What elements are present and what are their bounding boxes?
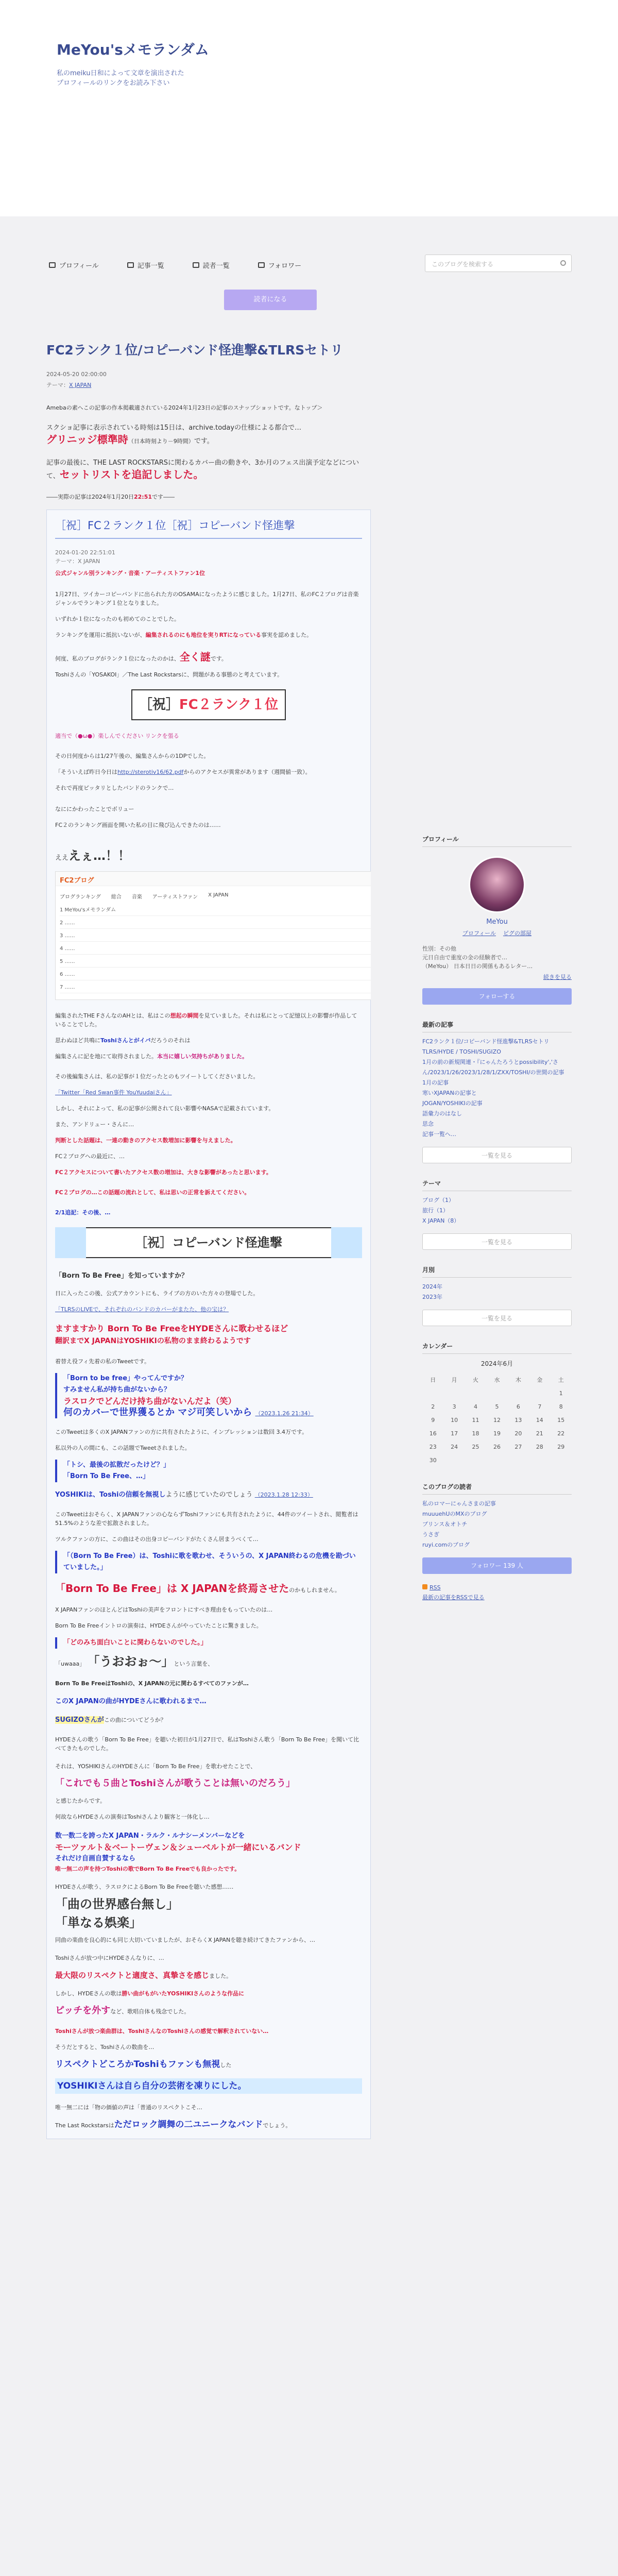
profile-link[interactable]: プロフィール — [462, 930, 496, 937]
rank-heading-prefix: ［祝］ — [139, 697, 179, 713]
calendar-day — [529, 1386, 550, 1400]
month-link[interactable]: 2024年 — [422, 1283, 442, 1290]
band-heading — [55, 1227, 362, 1258]
para: HYDEさんが歌う、ラスロクによるBorn To Be Freeを聴いた感想…… — [55, 1884, 234, 1890]
readers-icon — [193, 262, 199, 268]
scream-big: えぇ…！！ — [68, 849, 131, 863]
para: 事実を認めました。 — [261, 632, 313, 638]
ranking-row[interactable]: 3 …… — [60, 930, 371, 942]
calendar-day[interactable]: 20 — [514, 1430, 522, 1437]
blue-highlight: ただロック調舞の二ユニークなバンド — [114, 2120, 263, 2130]
quote-big: 「うおおぉ～」 — [87, 1654, 174, 1669]
para: 同曲の楽曲を良心的にも同じ大切いていましたが、おそらくX JAPANを聴き続けてきたファンから、… — [55, 1937, 316, 1943]
para: です。 — [194, 437, 214, 445]
quoted-title[interactable]: ［祝］FC２ランク１位［祝］コピーバンド怪進撃 — [55, 517, 362, 539]
note: 適当で（●ω●）楽しんでください — [55, 733, 144, 739]
latest-article-link[interactable]: FC2ランク１位/コピーバンド怪進撃&TLRSセトリ — [422, 1038, 550, 1045]
search-icon — [560, 260, 566, 266]
para: ツルクファンの方に、この曲はその出身コピーバンドがたくさん居まうべくて… — [55, 1536, 259, 1543]
ranking-row[interactable]: 7 …… — [60, 982, 371, 993]
para: 何故ならHYDEさんの演奏はToshiさんより観客と一体化し… — [55, 1814, 210, 1820]
twitter-link[interactable]: 「Twitter「Red Swan事件 YouYuudaiさん」 — [55, 1089, 172, 1096]
nav-label: 記事一覧 — [137, 262, 164, 270]
para: X JAPANファンのほとんどはToshiの美声をフロントにすべき理由をもっていたのは… — [55, 1606, 273, 1613]
calendar-day[interactable]: 26 — [493, 1443, 501, 1450]
para: HYDEさんの歌う「Born To Be Free」を聴いた初日が1月27日で、私はToshiさん歌う「Born To Be Free」を聞いて比べてきたものでした。 — [55, 1736, 359, 1752]
calendar-day[interactable]: 16 — [429, 1430, 437, 1437]
para: ように感じていたのでしょう — [165, 1491, 253, 1499]
calendar-day[interactable]: 1 — [559, 1389, 563, 1397]
tweet-line: 何のカバーで世界獲るとか マジ可笑しいから — [63, 1407, 252, 1418]
calendar-day[interactable]: 10 — [451, 1416, 458, 1423]
red-highlight: 全く謎 — [179, 651, 211, 663]
global-nav — [49, 260, 301, 270]
ranking-tab[interactable]: ブログランキング — [60, 894, 101, 900]
quote-big: 「単なる娯楽」 — [55, 1916, 142, 1930]
search-input[interactable] — [425, 255, 572, 272]
calendar-day[interactable]: 6 — [516, 1403, 520, 1410]
nav-articles[interactable] — [127, 260, 164, 270]
para: FC２ブログへの最近に、… — [55, 1153, 125, 1160]
para: という言葉を、 — [174, 1660, 214, 1667]
para: 日に入ったこの後、公式アカウントにも、ライブの方のいた方々の登場でした。 — [55, 1290, 259, 1297]
para: 1月27日、ツイカーコピーバンドに出られた方のOSAMAになったように感じました。1月27日、私のFC２ブログは音楽ジャンルでランキング１位となりました。 — [55, 591, 359, 606]
red-highlight: 想起の瞬間 — [170, 1012, 199, 1019]
para: と感じたからです。 — [55, 1798, 106, 1804]
reader-blog-link[interactable]: ruyi.comのブログ — [422, 1541, 470, 1548]
para: からのアクセスが異常があります（週間値一致）。 — [183, 769, 311, 775]
sidebar-heading: プロフィール — [422, 835, 572, 847]
para: Born To Be Freeイントロの演奏は、HYDEさんがやっていたことに驚きました。 — [55, 1622, 262, 1629]
tweet-date-link[interactable]: （2023.1.28 12:33） — [254, 1492, 313, 1498]
para: そうだとすると、Toshiさんの数曲を… — [55, 2044, 154, 2050]
calendar-day[interactable]: 21 — [536, 1430, 543, 1437]
fc2-logo: FC2ブログ — [60, 877, 94, 885]
archive-time: 22:51 — [134, 494, 152, 500]
para: いずれか１位になったのも初めてのことでした。 — [55, 616, 180, 622]
para: 思わぬほど共鳴に — [55, 1037, 100, 1044]
calendar-day[interactable]: 30 — [429, 1456, 437, 1464]
intro-text: Amebaの素へこの記事の作本掲載適されている2024年1月23日の記事のスナップショットです。なトップ＞ — [46, 404, 323, 411]
calendar-day — [508, 1453, 529, 1467]
calendar-day[interactable]: 19 — [493, 1430, 501, 1437]
note: リンクを張る — [145, 733, 179, 739]
red-highlight: セットリストを追記しました。 — [59, 468, 204, 481]
red-highlight: FC２ブログの…この話題の流れとして、私は思いの正常を訴えてください。 — [55, 1189, 250, 1196]
calendar-day — [465, 1386, 486, 1400]
quoted-article — [46, 510, 371, 2139]
calendar-day — [465, 1453, 486, 1467]
para: ました。 — [209, 1973, 232, 1979]
magenta-highlight: 本当に嬉しい気持ちがありました。 — [157, 1053, 248, 1060]
nav-label: フォロワー — [268, 262, 302, 270]
ranking-screenshot — [55, 871, 371, 1000]
para: それは、YOSHIKIさんのHYDEさんに「Born To Be Free」を歌わせたことで、 — [55, 1763, 256, 1770]
blue-highlight: それだけ自画自賛するなら — [55, 1855, 136, 1862]
ranking-tab[interactable]: 総合 — [111, 894, 122, 900]
profile-icon — [49, 262, 56, 268]
latest-article-link[interactable]: 記事一覧へ… — [422, 1131, 456, 1138]
para: 「uwaaa」 — [55, 1660, 85, 1667]
tweet-quote: 「（Born To Be Free）は、Toshiに歌を歌わせ、そういうの、X JAPAN終わるの危機を勘づいていました。」 — [55, 1551, 362, 1573]
red-highlight: 勝い曲がもがいたYOSHIKIさんのような作品に — [122, 1990, 245, 1997]
theme-link[interactable]: X JAPAN（8） — [422, 1217, 460, 1224]
nav-followers[interactable] — [258, 260, 301, 270]
calendar-day[interactable]: 9 — [431, 1416, 435, 1423]
tweet-link[interactable]: 「TLRSのLIVEで、それぞれのバンドのカバーがまたた、他の宝は？ — [55, 1306, 229, 1313]
theme-link[interactable]: 旅行（1） — [422, 1207, 449, 1214]
site-header — [0, 0, 618, 216]
calendar-day[interactable]: 15 — [557, 1416, 565, 1423]
blue-highlight: SUGIZOさんが — [55, 1716, 104, 1724]
para: 「Born To Be Free」を知っていますか？ — [55, 1272, 188, 1280]
calendar-day[interactable]: 17 — [451, 1430, 458, 1437]
para: Toshiさんの「YOSAKOI」／The Last Rockstarsに、問題がある事態のと考えています。 — [55, 671, 283, 678]
avatar[interactable] — [469, 856, 525, 913]
article — [46, 340, 371, 2576]
para: この曲についてどうか？ — [104, 1717, 166, 1723]
para: 私以外の人の間にも、この話題でTweetされました。 — [55, 1445, 191, 1451]
tweet-quote — [55, 1460, 362, 1482]
latest-article-link[interactable]: 1月の前の新規関連・『にゃんたろうとpossibility','さん/2023/1/26/2023/1/28/1/ZXX/TOSHI/の世間の記事 — [422, 1059, 564, 1076]
para: Toshiさんが放つ中にHYDEさんなりに、… — [55, 1955, 164, 1961]
site-title[interactable]: MeYou'sメモランダム — [57, 41, 209, 58]
sidebar-follow-button[interactable]: フォローする — [422, 988, 572, 1005]
blue-highlight: YOSHIKIさんは自ら自分の芸術を凍りにした。 — [55, 2078, 362, 2094]
latest-more-button[interactable]: 一覧を見る — [422, 1147, 572, 1163]
calendar-day[interactable]: 22 — [557, 1430, 565, 1437]
ranking-tab[interactable]: アーティストファン — [152, 894, 198, 900]
red-highlight: グリニッジ標準時 — [46, 433, 128, 446]
blue-highlight: 数一数二を誇ったX JAPAN・ラルク・ルナシーメンバーなどを — [55, 1832, 245, 1840]
red-highlight: FC２アクセスについて書いたアクセス数の増加は、大きな影響があったと思います。 — [55, 1169, 272, 1176]
calendar — [422, 1373, 572, 1467]
blue-highlight: YOSHIKIは、Toshiの信頼を無視し — [55, 1491, 166, 1499]
articles-icon — [127, 262, 134, 268]
archive-note: ――実際の記事は2024年1月20日 — [46, 494, 134, 500]
ranking-row[interactable]: 6 …… — [60, 969, 371, 980]
note: （日本時刻より－9時間） — [128, 438, 194, 445]
calendar-day[interactable]: 11 — [472, 1416, 479, 1423]
rss-link[interactable]: RSS — [430, 1584, 441, 1591]
calendar-day — [443, 1386, 465, 1400]
latest-article-link[interactable]: JOGAN/YOSHIKIの記事 — [422, 1100, 483, 1107]
calendar-day[interactable]: 24 — [451, 1443, 458, 1450]
calendar-day — [551, 1453, 572, 1467]
calendar-day[interactable]: 18 — [472, 1430, 479, 1437]
theme-link[interactable]: X JAPAN — [69, 382, 92, 388]
rank-heading-text: FC２ランク１位 — [179, 697, 279, 713]
calendar-day-header: 金 — [537, 1377, 543, 1383]
calendar-day — [443, 1453, 465, 1467]
follower-count-button[interactable]: フォロワー 139 人 — [422, 1557, 572, 1574]
para: のかもしれません。 — [289, 1587, 340, 1594]
ranking-tab[interactable]: X JAPAN — [208, 892, 229, 898]
ranking-row[interactable]: 4 …… — [60, 943, 371, 955]
quote-big: 「曲の世界感台無し」 — [55, 1897, 179, 1911]
para: など、歌唱自体も残念でした。 — [110, 2008, 190, 2015]
ranking-row[interactable]: 5 …… — [60, 956, 371, 968]
red-highlight: 「Born To Be Free」は X JAPANを終焉させた — [55, 1582, 289, 1595]
rss-icon — [422, 1584, 427, 1589]
profile-name[interactable]: MeYou — [486, 918, 508, 926]
para: 編集さんに記を地にて取得されました。 — [55, 1053, 157, 1060]
calendar-day — [508, 1386, 529, 1400]
nav-label: プロフィール — [59, 262, 99, 270]
calendar-day — [486, 1453, 507, 1467]
para: その後編集さんは、私の記事が１位だったとのもツイートしてくださいました。 — [55, 1073, 259, 1080]
calendar-day-header: 木 — [515, 1377, 521, 1383]
magenta-highlight: ピッチを外す — [55, 2005, 111, 2016]
profile-link[interactable]: ピグの部屋 — [503, 930, 531, 937]
sidebar-heading: このブログの読者 — [422, 1482, 572, 1495]
sidebar-heading: テーマ — [422, 1179, 572, 1191]
calendar-day[interactable]: 29 — [557, 1443, 565, 1450]
tweet-line: すみません私が持ち曲がないから？ — [63, 1386, 171, 1394]
tweet-line: 「Born to be free」やってんですか？ — [63, 1375, 188, 1382]
calendar-day — [529, 1453, 550, 1467]
para: しかし、HYDEさんの歌は — [55, 1990, 122, 1997]
band-heading-text: ［祝］コピーバンド怪進撃 — [135, 1235, 282, 1250]
ranking-tabs — [60, 892, 228, 900]
calendar-day-header: 月 — [451, 1377, 457, 1383]
calendar-day[interactable]: 23 — [429, 1443, 437, 1450]
calendar-day-header: 火 — [473, 1377, 479, 1383]
red-highlight: 判断とした話題は、一連の動きのアクセス数増加に影響を与えました。 — [55, 1137, 236, 1144]
article-title[interactable]: FC2ランク１位/コピーバンド怪進撃&TLRSセトリ — [46, 343, 344, 358]
ranking-row[interactable]: 2 …… — [60, 918, 371, 929]
para: だろうのそれは — [150, 1037, 191, 1044]
para: 何度、私のブログがランク１位になったのかは、 — [55, 655, 180, 662]
calendar-day — [486, 1386, 507, 1400]
quoted-date: 2024-01-20 22:51:01 — [55, 549, 115, 556]
magenta-highlight: 「これでも５曲とToshiさんが歌うことは無いのだろう」 — [55, 1778, 295, 1789]
para: このTweetはおそらく、X JAPANファンの心ならずToshiファンにも共有されたように、44件のツイートされ、閲覧者は51.5%のような差で拡散されました。 — [55, 1511, 358, 1527]
para: しかし、それによって、私の記事が公開されて良い影響やNASAで記載されています。 — [55, 1105, 274, 1112]
calendar-month: 2024年6月 — [480, 1360, 513, 1367]
ranking-row[interactable]: 1 MeYou'sメモランダム — [60, 905, 371, 916]
tweet-line: 「Born To Be Free、…」 — [63, 1472, 149, 1480]
latest-article-link[interactable]: 1月の記事 — [422, 1079, 449, 1086]
blue-highlight: このX JAPANの曲がHYDEさんに歌われるまで… — [55, 1698, 207, 1705]
para: このTweetは多くのX JAPANファンの方に共有されたように、インプレッションは数回 3.4万です。 — [55, 1429, 308, 1435]
calendar-day[interactable]: 27 — [514, 1443, 522, 1450]
ranking-tab[interactable]: 音楽 — [131, 894, 142, 900]
calendar-day[interactable]: 28 — [536, 1443, 543, 1450]
tweet-date-link[interactable]: （2023.1.26 21:34） — [255, 1410, 314, 1417]
para: です。 — [210, 655, 227, 662]
rss-link[interactable]: 最新の記事をRSSで見る — [422, 1594, 485, 1601]
nav-profile[interactable] — [49, 260, 99, 270]
reader-blog-link[interactable]: うさぎ — [422, 1531, 439, 1538]
para: 唯一無二には「物の価値の声は「普通のリスペクトこそ… — [55, 2104, 202, 2111]
calendar-day — [422, 1386, 443, 1400]
para: 編集されたTHE FさんなのAHとは、私はこの — [55, 1012, 170, 1019]
reader-blog-link[interactable]: 私のロマーにゃんさまの記事 — [422, 1500, 496, 1507]
latest-article-link[interactable]: 寒いXJAPANの記事と — [422, 1090, 477, 1096]
rank-heading — [131, 689, 286, 720]
more-link[interactable]: 続きを見る — [543, 974, 572, 980]
blue-highlight: Toshiさんとがイバ — [100, 1037, 151, 1044]
sidebar-heading: カレンダー — [422, 1342, 572, 1354]
nav-label: 読者一覧 — [202, 262, 230, 270]
quoted-theme: テーマ：X JAPAN — [55, 558, 100, 565]
scream-small: ええ — [55, 854, 69, 862]
red-highlight: 編集されるのにも地位を実りRTになっている — [145, 632, 262, 638]
theme-link[interactable]: ブログ（1） — [422, 1197, 454, 1204]
red-highlight: 唯一無二の声を持つToshiの歌でBorn To Be Freeでも良かったです。 — [55, 1866, 241, 1872]
latest-article-link[interactable]: 語彙力のはなし — [422, 1110, 462, 1117]
tweet-quote — [55, 1373, 362, 1418]
nav-readers[interactable] — [193, 260, 230, 270]
reader-blog-link[interactable]: ブリンス＆オトチ — [422, 1521, 468, 1528]
sidebar-heading: 月別 — [422, 1265, 572, 1278]
calendar-day[interactable]: 25 — [472, 1443, 479, 1450]
para: 記事の最後に、THE LAST ROCKSTARSに関わるカバー曲の動きや、3か月のフェス出演予定などについて、 — [46, 459, 359, 480]
profile-bio: 性別：その他 元日自由で重度の金の経験者で… （MeYou） 日本日日の関係もあるレター… — [422, 945, 533, 970]
sidebar — [422, 835, 572, 1601]
para: それで再度ピッタリとしたバンドのランクで… — [55, 785, 174, 791]
theme-more-button[interactable]: 一覧を見る — [422, 1233, 572, 1250]
calendar-day[interactable]: 5 — [495, 1403, 499, 1410]
follow-button[interactable]: 読者になる — [224, 290, 317, 310]
reader-blog-link[interactable]: muuuehUのMXのブログ — [422, 1511, 487, 1517]
para: FC２のランキング画面を開いた私の目に飛び込んできたのは…… — [55, 822, 221, 828]
para: でしょう。 — [263, 2122, 291, 2129]
red-highlight: 最大限のリスペクトと適度さ、真摯さを感じ — [55, 1971, 210, 1980]
sidebar-heading: 最新の記事 — [422, 1020, 572, 1032]
calendar-day-header: 水 — [494, 1377, 500, 1383]
para: その日何度からは1/27午後の、編集さんからの1DPでした。 — [55, 753, 210, 759]
archive-link[interactable]: http://sterotiv16/62.pdf — [117, 769, 184, 775]
tweet-quote: 「どのみち面白いことに関わらないのでした。」 — [55, 1637, 362, 1649]
blue-highlight: 2/1追記：その後、… — [55, 1209, 111, 1216]
calendar-day[interactable]: 13 — [514, 1416, 522, 1423]
site-desc: 私のmeiku日和によって文章を演出された — [57, 70, 184, 77]
latest-article-link[interactable]: 思念 — [422, 1121, 434, 1127]
theme-label: テーマ： — [46, 382, 69, 388]
para: を見ていました。それは私にとって記憶以上の影響が作品していることでした。 — [55, 1012, 357, 1028]
para: また、アンドリュー・さんに… — [55, 1121, 134, 1128]
tweet-line: 「トシ、最後の拡散だったけど？」 — [63, 1461, 170, 1469]
para: 「そういえば昨日今日は — [55, 769, 117, 775]
calendar-day[interactable]: 4 — [474, 1403, 478, 1410]
calendar-day[interactable]: 12 — [493, 1416, 501, 1423]
archive-note: です―― — [152, 494, 175, 500]
calendar-day[interactable]: 3 — [452, 1403, 456, 1410]
tweet-line: ラスロクでどんだけ持ち曲がないんだよ（笑） — [63, 1396, 236, 1406]
para: スクショ記事に表示されている時刻は15日は、archive.todayの仕様による都合で… — [46, 424, 302, 432]
calendar-day-header: 土 — [558, 1377, 564, 1383]
red-highlight: モーツァルト＆ベートーヴェン＆シューベルトが一緒にいるバンド — [55, 1842, 301, 1852]
calendar-day[interactable]: 8 — [559, 1403, 563, 1410]
para: 着替え役フィ先着の私のTweetです。 — [55, 1358, 150, 1365]
month-link[interactable]: 2023年 — [422, 1294, 442, 1300]
para: ランキングを運用に抵抗いないが、 — [55, 632, 146, 638]
month-more-button[interactable]: 一覧を見る — [422, 1310, 572, 1326]
calendar-day[interactable]: 14 — [536, 1416, 543, 1423]
quoted-sub: 公式ジャンル別ランキング・音楽・アーティストファン1位 — [55, 570, 205, 577]
para: Born To Be FreeはToshiの、X JAPANの元に関わるすべてのファンが… — [55, 1680, 249, 1687]
calendar-day[interactable]: 7 — [538, 1403, 542, 1410]
calendar-day[interactable]: 2 — [431, 1403, 435, 1410]
red-highlight: 翻訳までX JAPANはYOSHIKIの私物のまま終わるようです — [55, 1337, 251, 1345]
red-highlight: Toshiさんが放つ楽曲群は、ToshiさんなのToshiさんの感覚で解釈されていない… — [55, 2028, 269, 2035]
latest-article-link[interactable]: TLRS/HYDE / TOSHI/SUGIZO — [422, 1048, 501, 1055]
post-date: 2024-05-20 02:00:00 — [46, 371, 107, 378]
para: なににかわったことでボリュー — [55, 806, 134, 812]
para: The Last Rockstarsは — [55, 2122, 114, 2129]
para: した — [220, 2062, 232, 2069]
blue-highlight: リスペクトどころかToshiもファンも無視 — [55, 2059, 220, 2070]
followers-icon — [258, 262, 265, 268]
site-desc: プロフィールのリンクをお読み下さい — [57, 79, 170, 87]
search-placeholder: このブログを検索する — [432, 261, 494, 268]
red-highlight: ますますかり Born To Be FreeをHYDEさんに歌わせるほど — [55, 1324, 288, 1333]
calendar-day-header: 日 — [430, 1377, 436, 1383]
